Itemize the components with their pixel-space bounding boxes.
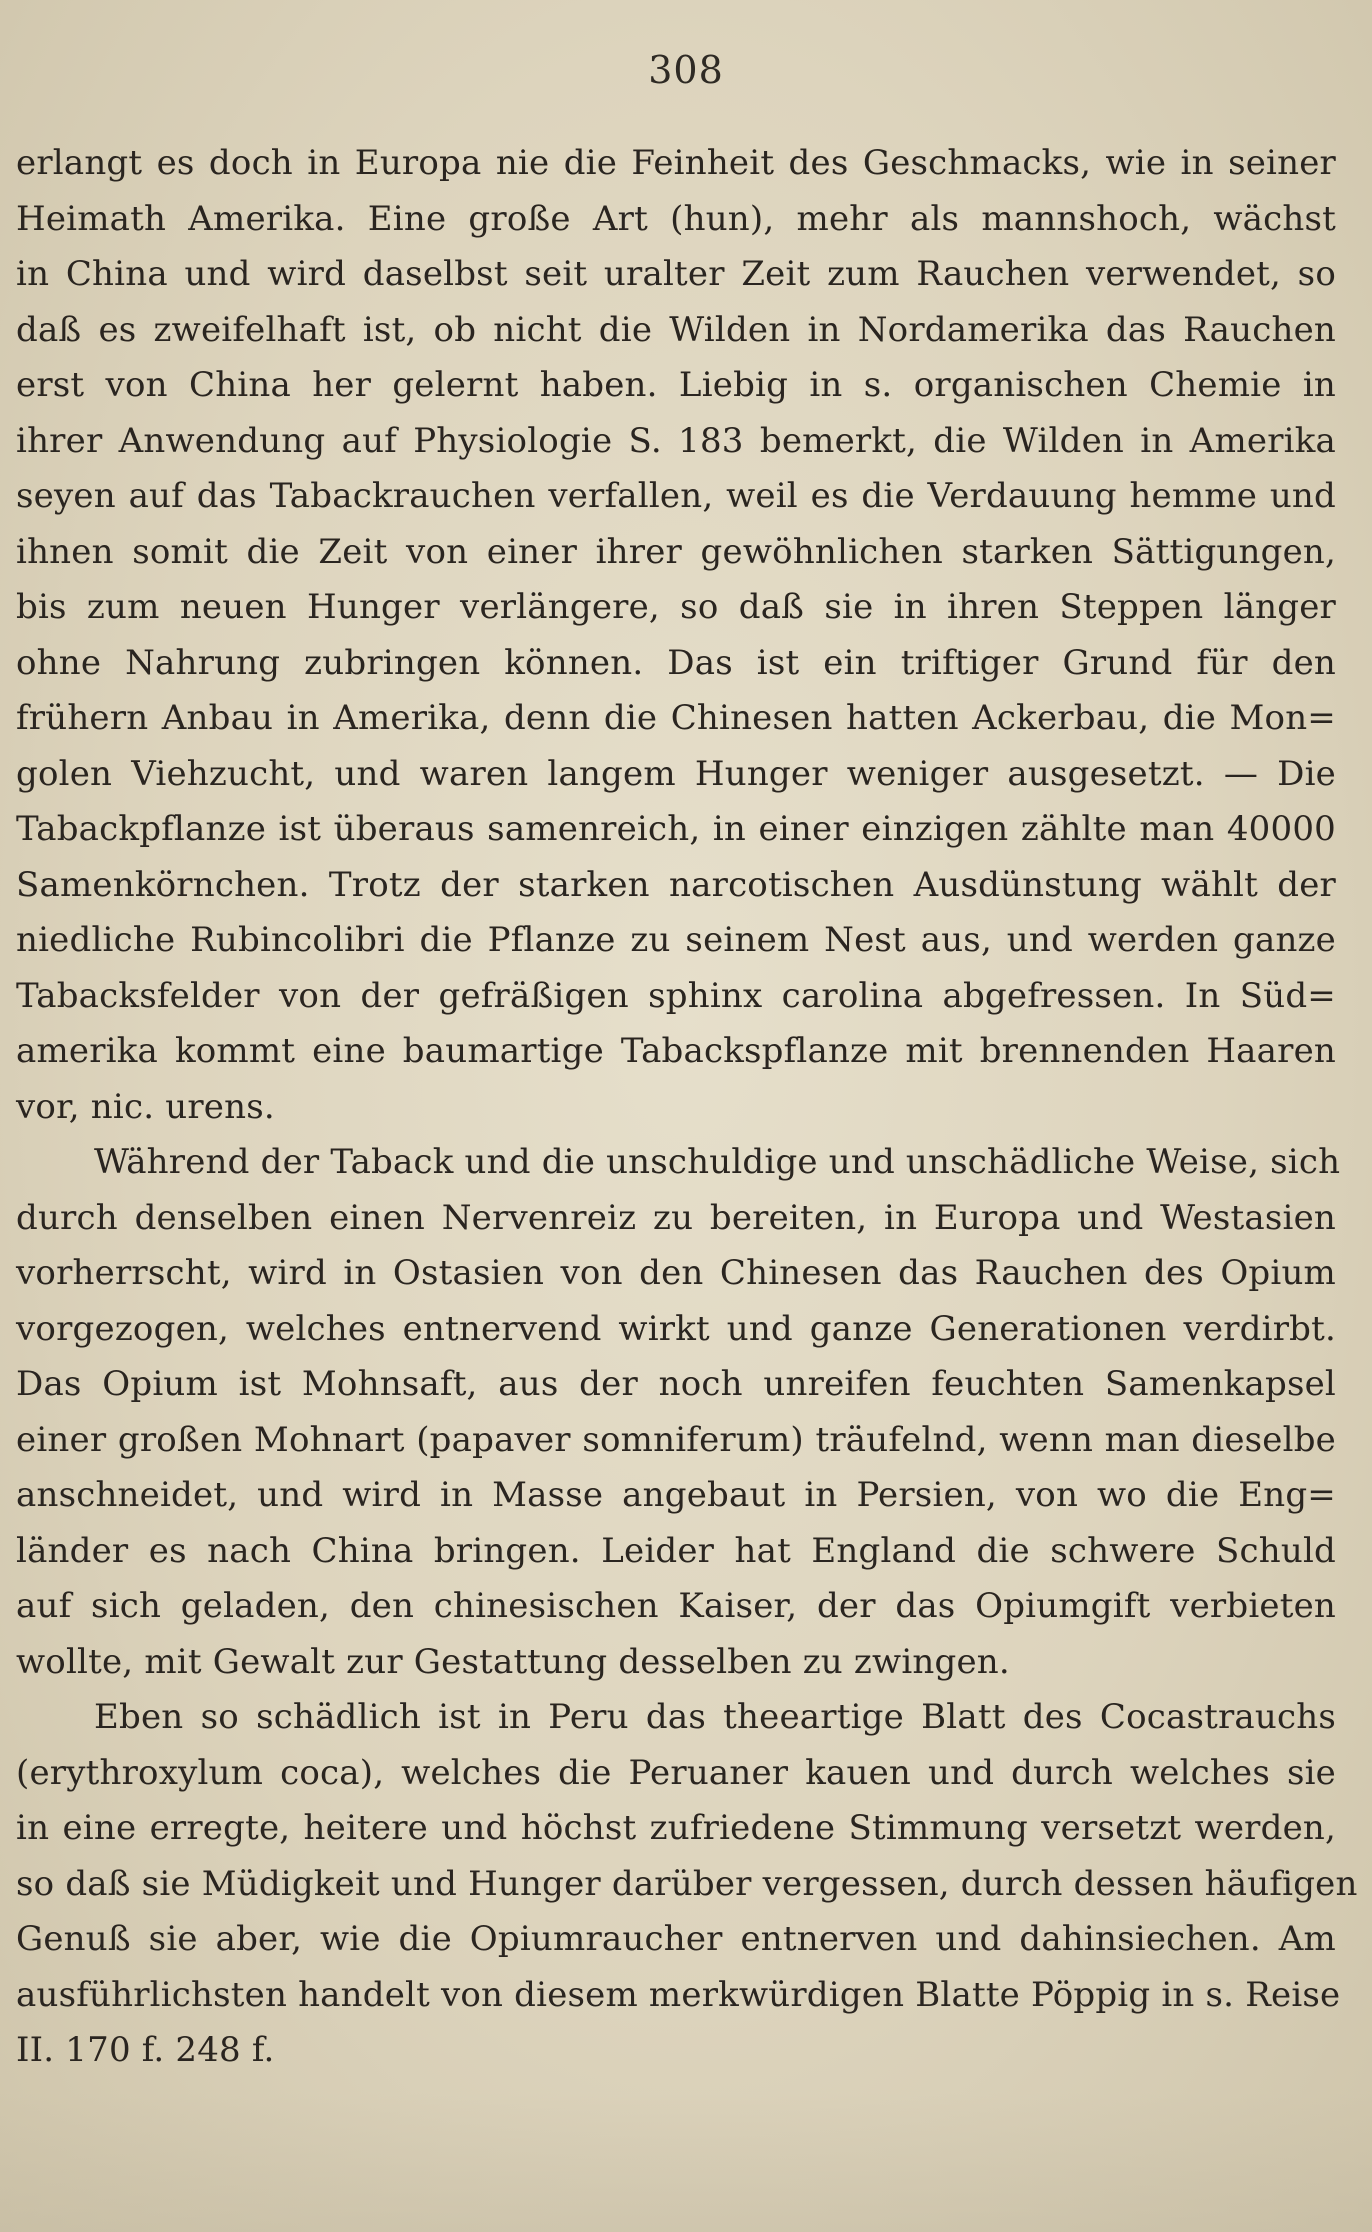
text-line: golen Viehzucht, und waren langem Hunger weniger ausgesetzt. — Die — [16, 753, 1336, 794]
text-line: ausführlichsten handelt von diesem merkwürdigen Blatte Pöppig in s. Reise — [16, 1974, 1341, 2015]
text-line: vorherrscht, wird in Ostasien von den Chinesen das Rauchen des Opium — [16, 1253, 1336, 1293]
page-number: 308 — [648, 48, 724, 92]
text-line: wollte, mit Gewalt zur Gestattung desselben zu zwingen. — [16, 1641, 1010, 1682]
text-line: II. 170 f. 248 f. — [16, 2030, 275, 2070]
paragraph-opium — [16, 1135, 1341, 1690]
text-line: niedliche Rubincolibri die Pflanze zu seinem Nest aus, und werden ganze — [16, 920, 1336, 960]
paragraph-coca — [16, 1690, 1358, 2079]
text-line: Tabackpflanze ist überaus samenreich, in einer einzigen zählte man 40000 — [16, 809, 1336, 849]
text-line: bis zum neuen Hunger verlängere, so daß sie in ihren Steppen länger — [16, 587, 1336, 627]
text-line: amerika kommt eine baumartige Tabackspflanze mit brennenden Haaren — [16, 1031, 1336, 1071]
paragraph-tobacco — [16, 136, 1336, 1135]
text-line: Heimath Amerika. Eine große Art (hun), mehr als mannshoch, wächst — [16, 198, 1336, 239]
text-line: erst von China her gelernt haben. Liebig in s. organischen Chemie in — [16, 365, 1336, 405]
text-line: in China und wird daselbst seit uralter Zeit zum Rauchen verwendet, so — [16, 254, 1336, 294]
text-line: Tabacksfelder von der gefräßigen sphinx carolina abgefressen. In Süd= — [16, 975, 1336, 1016]
text-line: so daß sie Müdigkeit und Hunger darüber vergessen, durch dessen häufigen — [16, 1863, 1358, 1904]
text-line: Samenkörnchen. Trotz der starken narcotischen Ausdünstung wählt der — [16, 864, 1336, 905]
text-line: ihnen somit die Zeit von einer ihrer gewöhnlichen starken Sättigungen, — [16, 531, 1336, 572]
text-line: durch denselben einen Nervenreiz zu bereiten, in Europa und Westasien — [16, 1197, 1336, 1238]
text-line: vor, nic. urens. — [16, 1086, 275, 1127]
text-line: anschneidet, und wird in Masse angebaut in Persien, von wo die Eng= — [16, 1475, 1336, 1515]
text-line: in eine erregte, heitere und höchst zufriedene Stimmung versetzt werden, — [16, 1808, 1336, 1848]
text-line: ohne Nahrung zubringen können. Das ist ein triftiger Grund für den — [16, 642, 1336, 683]
text-line: vorgezogen, welches entnervend wirkt und ganze Generationen verdirbt. — [16, 1308, 1336, 1349]
text-line: ihrer Anwendung auf Physiologie S. 183 bemerkt, die Wilden in Amerika — [16, 420, 1336, 461]
text-line: länder es nach China bringen. Leider hat England die schwere Schuld — [16, 1530, 1336, 1571]
body-text — [16, 136, 1358, 2079]
text-line: Während der Taback und die unschuldige und unschädliche Weise, sich — [94, 1142, 1341, 1182]
text-line: einer großen Mohnart (papaver somniferum) träufelnd, wenn man dieselbe — [16, 1419, 1336, 1460]
text-line: (erythroxylum coca), welches die Peruaner kauen und durch welches sie — [16, 1752, 1336, 1793]
text-line: auf sich geladen, den chinesischen Kaiser, der das Opiumgift verbieten — [16, 1586, 1336, 1626]
text-line: erlangt es doch in Europa nie die Feinheit des Geschmacks, wie in seiner — [16, 143, 1336, 183]
show-through-shadow — [0, 2092, 1372, 2232]
text-line: frühern Anbau in Amerika, denn die Chinesen hatten Ackerbau, die Mon= — [16, 698, 1336, 738]
text-line: seyen auf das Tabackrauchen verfallen, weil es die Verdauung hemme und — [16, 476, 1336, 516]
text-line: daß es zweifelhaft ist, ob nicht die Wilden in Nordamerika das Rauchen — [16, 309, 1336, 350]
text-line: Genuß sie aber, wie die Opiumraucher entnerven und dahinsiechen. Am — [16, 1919, 1336, 1959]
text-line: Das Opium ist Mohnsaft, aus der noch unreifen feuchten Samenkapsel — [16, 1364, 1336, 1404]
text-line: Eben so schädlich ist in Peru das theeartige Blatt des Cocastrauchs — [94, 1697, 1336, 1737]
